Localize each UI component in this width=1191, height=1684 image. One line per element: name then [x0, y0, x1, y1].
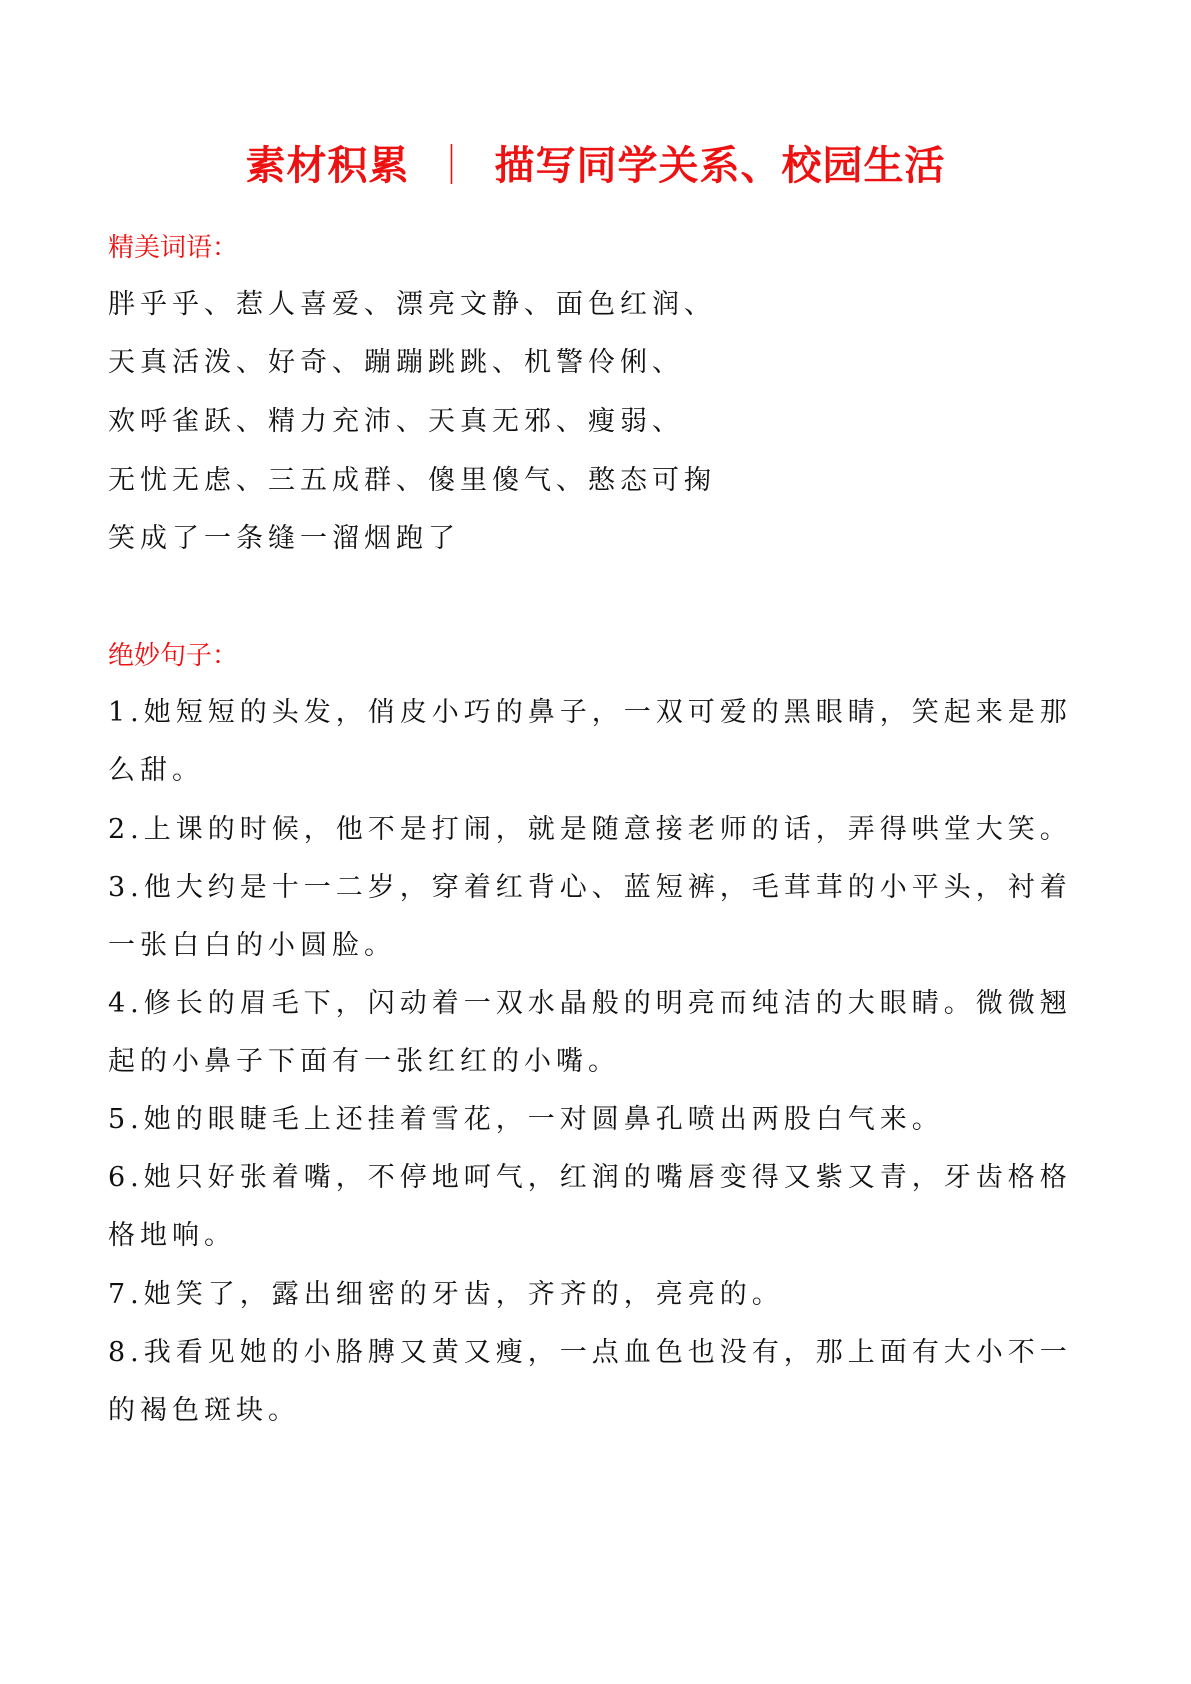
word-line: 无忧无虑、三五成群、傻里傻气、憨态可掬: [108, 465, 716, 496]
sentence-line: 1.她短短的头发，俏皮小巧的鼻子，一双可爱的黑眼睛，笑起来是那: [108, 697, 1072, 728]
sentence-line: 5.她的眼睫毛上还挂着雪花，一对圆鼻孔喷出两股白气来。: [108, 1104, 944, 1135]
title-separator: ｜: [431, 143, 473, 189]
word-line: 欢呼雀跃、精力充沛、天真无邪、瘦弱、: [108, 406, 684, 437]
sentence-line: 6.她只好张着嘴，不停地呵气，红润的嘴唇变得又紫又青，牙齿格格: [108, 1162, 1072, 1193]
sentence-line: 4.修长的眉毛下，闪动着一双水晶般的明亮而纯洁的大眼睛。微微翘: [108, 988, 1072, 1019]
page-title: [0, 140, 1191, 192]
word-line: 天真活泼、好奇、蹦蹦跳跳、机警伶俐、: [108, 347, 684, 378]
sentence-line: 7.她笑了，露出细密的牙齿，齐齐的，亮亮的。: [108, 1279, 784, 1310]
words-heading: 精美词语：: [108, 233, 239, 263]
sentence-line: 8.我看见她的小胳膊又黄又瘦，一点血色也没有，那上面有大小不一: [108, 1337, 1072, 1368]
title-right: 描写同学关系、校园生活: [494, 143, 946, 189]
title-left: 素材积累: [245, 143, 410, 189]
sentence-line: 一张白白的小圆脸。: [108, 930, 396, 961]
sentence-line: 2.上课的时候，他不是打闹，就是随意接老师的话，弄得哄堂大笑。: [108, 814, 1072, 845]
sentence-line: 的褐色斑块。: [108, 1395, 300, 1426]
sentences-heading: 绝妙句子：: [108, 641, 239, 671]
sentence-line: 3.他大约是十一二岁，穿着红背心、蓝短裤，毛茸茸的小平头，衬着: [108, 872, 1072, 903]
word-line: 笑成了一条缝一溜烟跑了: [108, 523, 460, 554]
sentence-line: 起的小鼻子下面有一张红红的小嘴。: [108, 1046, 620, 1077]
word-line: 胖乎乎、惹人喜爱、漂亮文静、面色红润、: [108, 289, 716, 320]
sentence-line: 么甜。: [108, 755, 204, 786]
sentence-line: 格地响。: [108, 1220, 236, 1251]
